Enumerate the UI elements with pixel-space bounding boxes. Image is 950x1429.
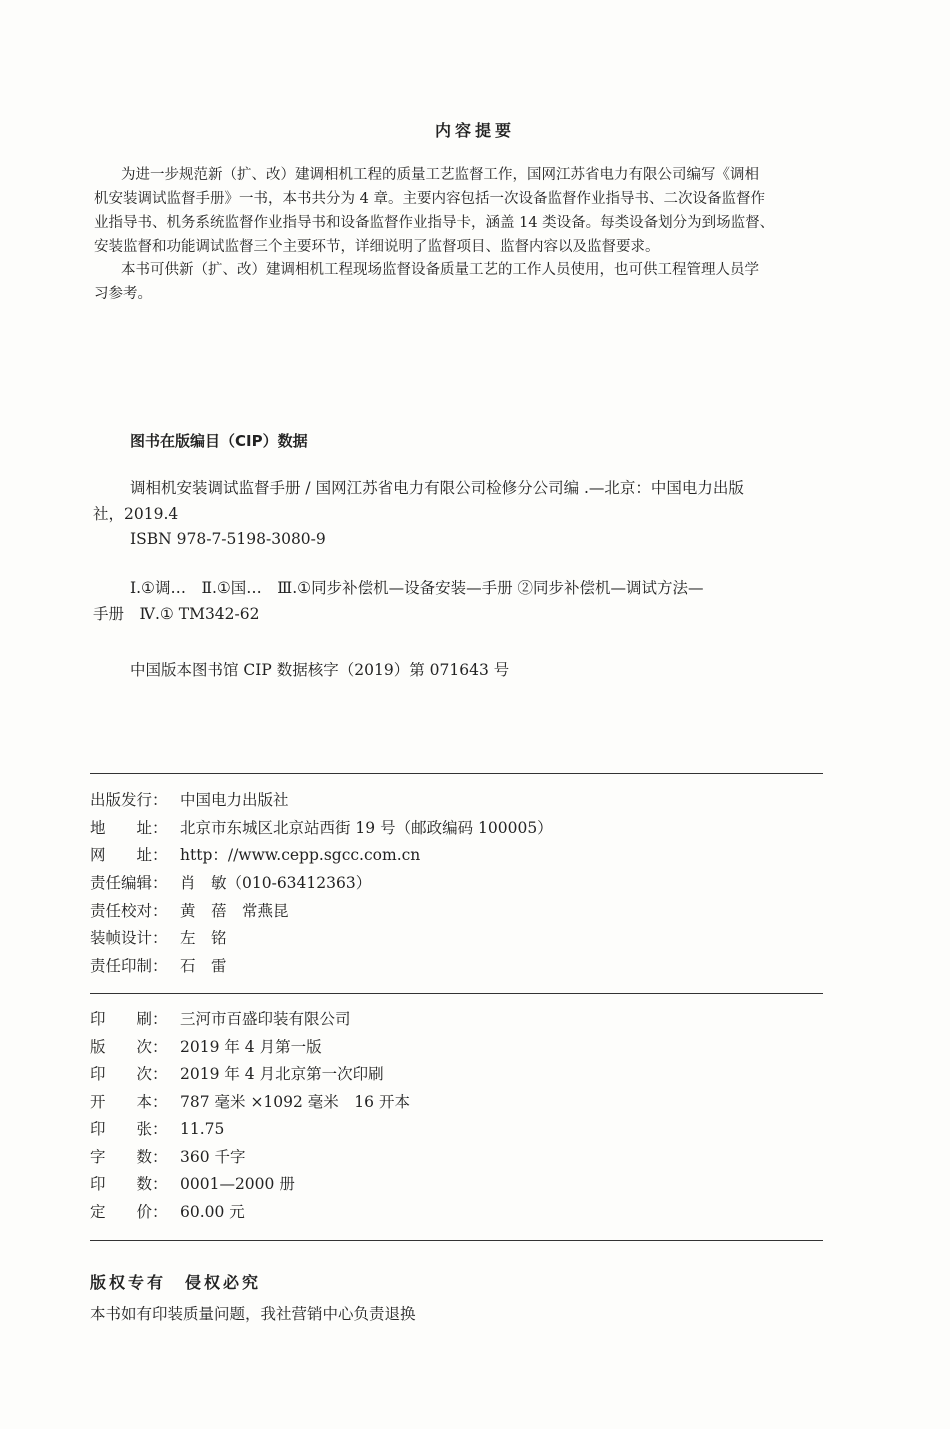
impression-row: 印 次： 2019 年 4 月北京第一次印刷: [90, 1065, 384, 1083]
divider: [90, 1240, 823, 1241]
word-count-row: 字 数： 360 千字: [90, 1148, 246, 1166]
website-link: http：//www.cepp.sgcc.com.cn: [180, 846, 421, 864]
rights-title: 版权专有 侵权必究: [90, 1273, 262, 1292]
divider: [90, 773, 823, 774]
designer-row: 装帧设计： 左 铭: [90, 929, 227, 947]
cip-heading: 图书在版编目（CIP）数据: [130, 432, 308, 450]
summary-p1-line2: 机安装调试监督手册》一书，本书共分为 4 章。主要内容包括一次设备监督作业指导书、二次设备监督作: [94, 191, 765, 207]
summary-p1-line3: 业指导书、机务系统监督作业指导书和设备监督作业指导卡，涵盖 14 类设备。每类设备划分为到场监督、: [94, 215, 775, 231]
summary-p1-line4: 安装监督和功能调试监督三个主要环节，详细说明了监督项目、监督内容以及监督要求。: [94, 239, 660, 255]
cip-line1: 调相机安装调试监督手册 / 国网江苏省电力有限公司检修分公司编 .—北京：中国电力出版: [130, 479, 744, 497]
website-row: 网 址： http：//www.cepp.sgcc.com.cn: [90, 846, 421, 864]
sheets-row: 印 张： 11.75: [90, 1120, 225, 1138]
edition-row: 版 次： 2019 年 4 月第一版: [90, 1038, 322, 1056]
cip-class-line2: 手册 Ⅳ.① TM342-62: [93, 605, 260, 623]
summary-title: 内容提要: [434, 121, 515, 140]
summary-p2-line2: 习参考。: [94, 286, 152, 302]
print-supervisor-row: 责任印制： 石 雷: [90, 957, 227, 975]
proofreader-row: 责任校对： 黄 蓓 常燕昆: [90, 902, 289, 920]
publisher-row: 出版发行： 中国电力出版社: [90, 791, 289, 809]
summary-p1-line1: 为进一步规范新（扩、改）建调相机工程的质量工艺监督工作，国网江苏省电力有限公司编写《调相: [121, 167, 759, 183]
cip-isbn: ISBN 978-7-5198-3080-9: [130, 530, 326, 548]
cip-line2: 社，2019.4: [93, 505, 179, 523]
printer-row: 印 刷： 三河市百盛印装有限公司: [90, 1010, 351, 1028]
format-row: 开 本： 787 毫米 ×1092 毫米 16 开本: [90, 1093, 410, 1111]
address-row: 地 址： 北京市东城区北京站西街 19 号（邮政编码 100005）: [90, 819, 553, 837]
cip-record: 中国版本图书馆 CIP 数据核字（2019）第 071643 号: [130, 661, 510, 679]
print-run-row: 印 数： 0001—2000 册: [90, 1175, 295, 1193]
cip-class-line1: Ⅰ.①调… Ⅱ.①国… Ⅲ.①同步补偿机—设备安装—手册 ②同步补偿机—调试方法—: [130, 579, 704, 597]
summary-p2-line1: 本书可供新（扩、改）建调相机工程现场监督设备质量工艺的工作人员使用，也可供工程管理人员学: [121, 262, 759, 278]
divider: [90, 993, 823, 994]
rights-note: 本书如有印装质量问题，我社营销中心负责退换: [90, 1305, 416, 1323]
editor-row: 责任编辑： 肖 敏（010-63412363）: [90, 874, 372, 892]
price-row: 定 价： 60.00 元: [90, 1203, 245, 1221]
